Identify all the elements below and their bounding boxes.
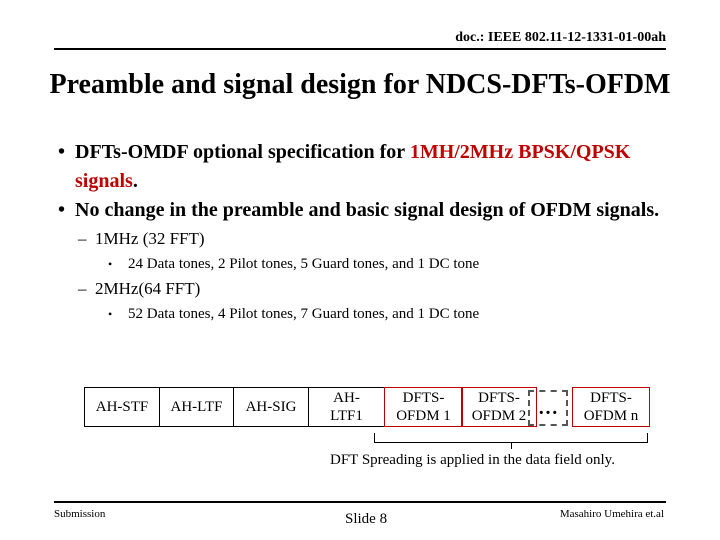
footer-rule (54, 501, 666, 503)
field-dfts-ofdm-2: DFTS-OFDM 2 (461, 387, 537, 427)
bullet-text: DFTs-OMDF optional specification for (75, 141, 410, 163)
bullet-dot-icon: • (108, 257, 113, 271)
bullet-dftsofdm (58, 138, 678, 196)
detail-2mhz (108, 304, 678, 324)
sub-bullet-1mhz (78, 228, 678, 250)
field-dfts-ofdm-1: DFTS-OFDM 1 (384, 387, 463, 427)
field-ah-stf: AH-STF (84, 387, 160, 427)
field-ah-ltf1: AH-LTF1 (308, 387, 385, 427)
detail-text: 52 Data tones, 4 Pilot tones, 7 Guard tones, and 1 DC tone (128, 306, 480, 322)
header-rule (54, 48, 666, 50)
detail-1mhz (108, 254, 678, 274)
frame-structure (84, 387, 536, 427)
dft-note: DFT Spreading is applied in the data field only. (330, 452, 615, 468)
bullet-dot-icon: • (58, 199, 66, 221)
bullet-period: . (132, 170, 138, 192)
bullet-no-change (58, 196, 678, 225)
sub-bullet-text: 1MHz (32 FFT) (95, 229, 205, 248)
dash-icon: – (78, 229, 87, 248)
field-ah-ltf: AH-LTF (159, 387, 234, 427)
bullet-text: No change in the preamble and basic signal design of OFDM signals. (75, 199, 660, 221)
field-dfts-ofdm-n: DFTS-OFDM n (572, 387, 650, 427)
bullet-dot-icon: • (108, 307, 113, 321)
bullet-list (58, 138, 678, 328)
field-ah-sig: AH-SIG (233, 387, 309, 427)
dash-icon: – (78, 279, 87, 298)
detail-text: 24 Data tones, 2 Pilot tones, 5 Guard tones, and 1 DC tone (128, 256, 480, 272)
sub-bullet-text: 2MHz(64 FFT) (95, 279, 201, 298)
bullet-dot-icon: • (58, 141, 66, 163)
dft-bracket (374, 433, 648, 443)
ellipsis-box: … (528, 390, 568, 426)
bullet-highlight: 1MH/2MHz BPSK/QPSK signals (75, 141, 631, 192)
slide-number: Slide 8 (345, 511, 388, 527)
footer-author: Masahiro Umehira et.al (559, 508, 664, 520)
sub-bullet-2mhz (78, 278, 678, 300)
document-id: doc.: IEEE 802.11-12-1331-01-00ah (455, 30, 666, 45)
footer-submission: Submission (54, 508, 106, 520)
slide-title: Preamble and signal design for NDCS-DFTs-OFDM (49, 69, 671, 100)
